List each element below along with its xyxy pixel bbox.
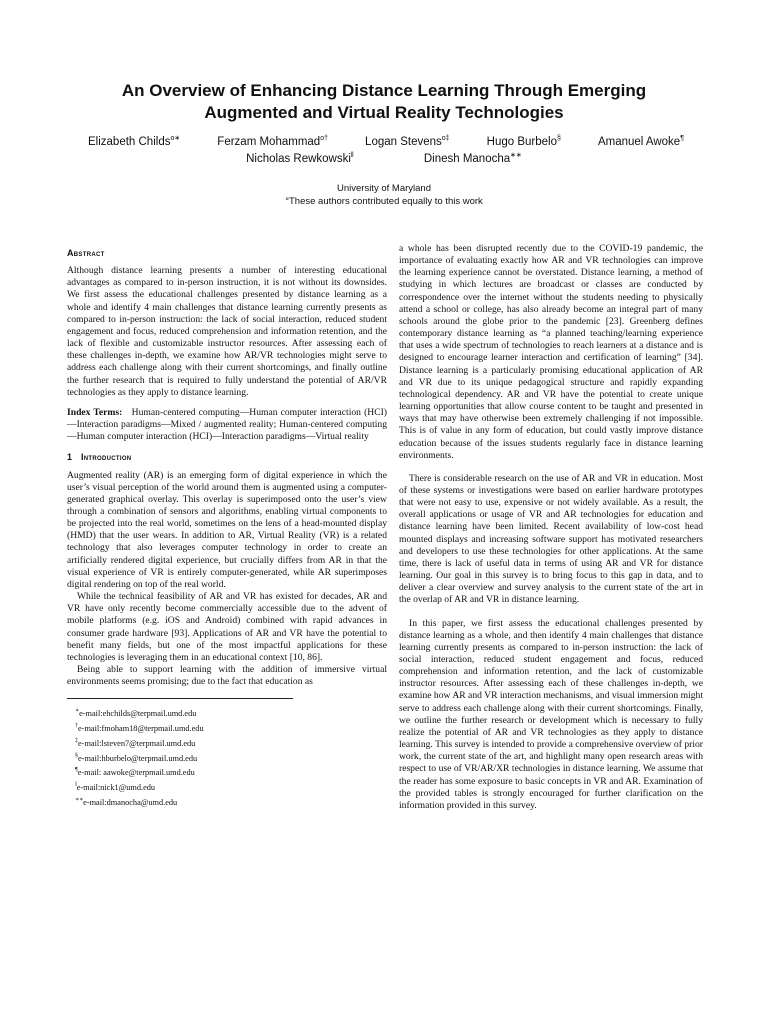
author-list bbox=[60, 134, 708, 168]
index-terms-label: Index Terms: bbox=[67, 406, 123, 418]
author-row-1 bbox=[60, 134, 708, 151]
footnote: ‡e-mail:lsteven7@terpmail.umd.edu bbox=[75, 737, 196, 748]
footnote: ‖e-mail:nick1@umd.edu bbox=[75, 782, 156, 792]
footnotes bbox=[67, 705, 387, 808]
abstract-heading: Abstract bbox=[67, 248, 105, 258]
author: Dinesh Manocha∗∗ bbox=[423, 152, 522, 165]
title-line-2: Augmented and Virtual Reality Technologies bbox=[204, 103, 564, 122]
author: Amanuel Awoke¶ bbox=[597, 135, 684, 148]
footnote: †e-mail:fmoham18@terpmail.umd.edu bbox=[75, 723, 204, 733]
footnote: ∗e-mail:ehchilds@terpmail.umd.edu bbox=[75, 708, 197, 719]
author: Logan Stevens$^{o\ddagger}$ bbox=[365, 135, 450, 148]
title-line-1: An Overview of Enhancing Distance Learning Through Emerging bbox=[121, 81, 647, 100]
right-paragraph-3: In this paper, we first assess the educational challenges presented by distance learning as a whole, and then identify 4 main challenges that distance learning currently presents as compared to in-person instruction: the lack of social interaction, reduced student engagement and focus, reduced comprehension and information retention, and the lack of customizable instructor resources. After assessing each of these challenges in-depth, we examine how AR and VR interaction mechanisms, and visual immersion might serve to address each challenge along with their current shortcomings. Finally, we outline the further research or development which is necessary to fully realize the potential of AR and VR technologies as they apply to distance learning. This survey is intended to provide a comprehensive overview of prior work, the current state of the art, and highlight many open research areas with respect to use of VR/AR/XR technologies in distance learning. We assume that the reader has some exposure to basic concepts in VR and AR. Examination of the provided tables is strongly encouraged for further clarification on the information provided in this survey. bbox=[399, 617, 703, 811]
left-column bbox=[67, 243, 387, 809]
index-terms-text: Human-centered computing—Human computer interaction (HCI)—Interaction paradigms—Mixed / augmented reality; Human-centered computing—Human computer interaction (HCI)—Interaction paradigms—Virtual reality bbox=[67, 406, 387, 443]
footnote: ∗∗e-mail:dmanocha@umd.edu bbox=[75, 796, 178, 807]
author-row-2 bbox=[60, 151, 708, 168]
equal-contribution-note: °These authors contributed equally to this work bbox=[285, 196, 483, 207]
footnote: §e-mail:hburbelo@terpmail.umd.edu bbox=[75, 752, 198, 763]
intro-paragraph-1: Augmented reality (AR) is an emerging form of digital experience in which the user’s visual perception of the world around them is augmented using a computer-generated graphical overlay. This overlay is superimposed onto the user’s view through a combination of sensors and algorithms, enabling virtual components to be projected into the real world, sometimes on the lens of a head-mounted display (HMD) that the user wears. In addition to AR, Virtual Reality (VR) is a related technology that also leverages computer technology in order to create an artificially rendered digital experience, but crucially differs from AR in that the visual experience of VR is entirely computer-generated, while AR superimposes digital rendering on top of the real world. bbox=[67, 469, 387, 590]
author: Hugo Burbelo§ bbox=[486, 135, 561, 148]
right-paragraph-2: There is considerable research on the use of AR and VR in education. Most of these systems or investigations were based on earlier hardware prototypes that were not easy to use, expensive or not widely available. As a result, the overall applications or usage of VR and AR technologies for education and distance learning have been limited. Recent availability of low-cost head mounted displays and increasing software support has motivated researchers and developers to use these technologies for other applications. At the same time, there is lack of useful data in terms of using AR and VR for distance learning. Our goal in this survey is to bring focus to this gap in data, and to deliver a clear overview and survey analysis to the current state of the art in the overlap of AR and VR in distance learning. bbox=[399, 472, 703, 606]
right-paragraph-1: a whole has been disrupted recently due to the COVID-19 pandemic, the importance of evaluating exactly how AR and VR technologies can improve the learning experience cannot be overstated. Distance learning, a method of studying in which lectures are broadcast or classes are conducted by correspondence over the internet without the students needing to physically attend a school or college, has also already become an integral part of many schools around the globe prior to the pandemic [23]. Greenberg defines contemporary distance learning as “a planned teaching/learning experience that uses a wide spectrum of technologies to reach learners at a distance and is designed to encourage learner interaction and certification of learning” [34]. Distance learning is a particularly promising educational application of AR and VR due to its unique pedagogical structure and rapidly expanding technological dependency. AR and VR have the potential to create unique learning opportunities that allow course content to be taught and presented in ways that may have otherwise been extremely challenging if not impossible. This is of value in any form of education, but could vastly improve distance education because of the issues students regularly face in distance learning environments. bbox=[399, 243, 703, 461]
author: Ferzam Mohammad$^{o\dagger}$ bbox=[217, 135, 328, 148]
affiliation: University of Maryland bbox=[337, 183, 431, 194]
intro-paragraph-3: Being able to support learning with the addition of immersive virtual environments seems promising; due to the fact that education as bbox=[67, 664, 387, 688]
abstract-body: Although distance learning presents a number of interesting educational advantages as compared to in-person instruction, it is not without its downsides. We first assess the educational challenges presented by distance learning as a whole and identify 4 main challenges that distance learning currently presents as compared to in-person instruction: the lack of social interaction, reduced student engagement and focus, reduced comprehension and information retention, and the lack of flexible and customizable instructor resources. After assessing each of these challenges in-depth, we examine how AR/VR technologies might serve to address each challenge along with their current shortcomings, and finally outline the further research that is required to fully understand the potential of AR/VR technologies as they apply to distance learning. bbox=[67, 265, 387, 398]
affiliation-block bbox=[60, 182, 708, 208]
author: Elizabeth Childs$^{o∗}$ bbox=[88, 135, 181, 148]
paper-title bbox=[60, 80, 708, 124]
right-column bbox=[399, 243, 703, 812]
footnote: ¶e-mail: aawoke@terpmail.umd.edu bbox=[75, 767, 195, 778]
footnote-rule bbox=[67, 698, 293, 699]
author: Nicholas Rewkowski‖ bbox=[246, 152, 354, 165]
introduction-heading: 1 Introduction bbox=[67, 452, 132, 463]
index-terms bbox=[67, 407, 387, 443]
intro-paragraph-2: While the technical feasibility of AR and VR has existed for decades, AR and VR have only recently become commercially accessible due to the advent of mobile platforms (e.g. iOS and Android) combined with rapid advances in consumer grade hardware [93]. Applications of AR and VR have the potential to benefit many fields, but one of the most impactful applications for these technologies is leveraging them in an educational context [10, 86]. bbox=[67, 591, 387, 663]
